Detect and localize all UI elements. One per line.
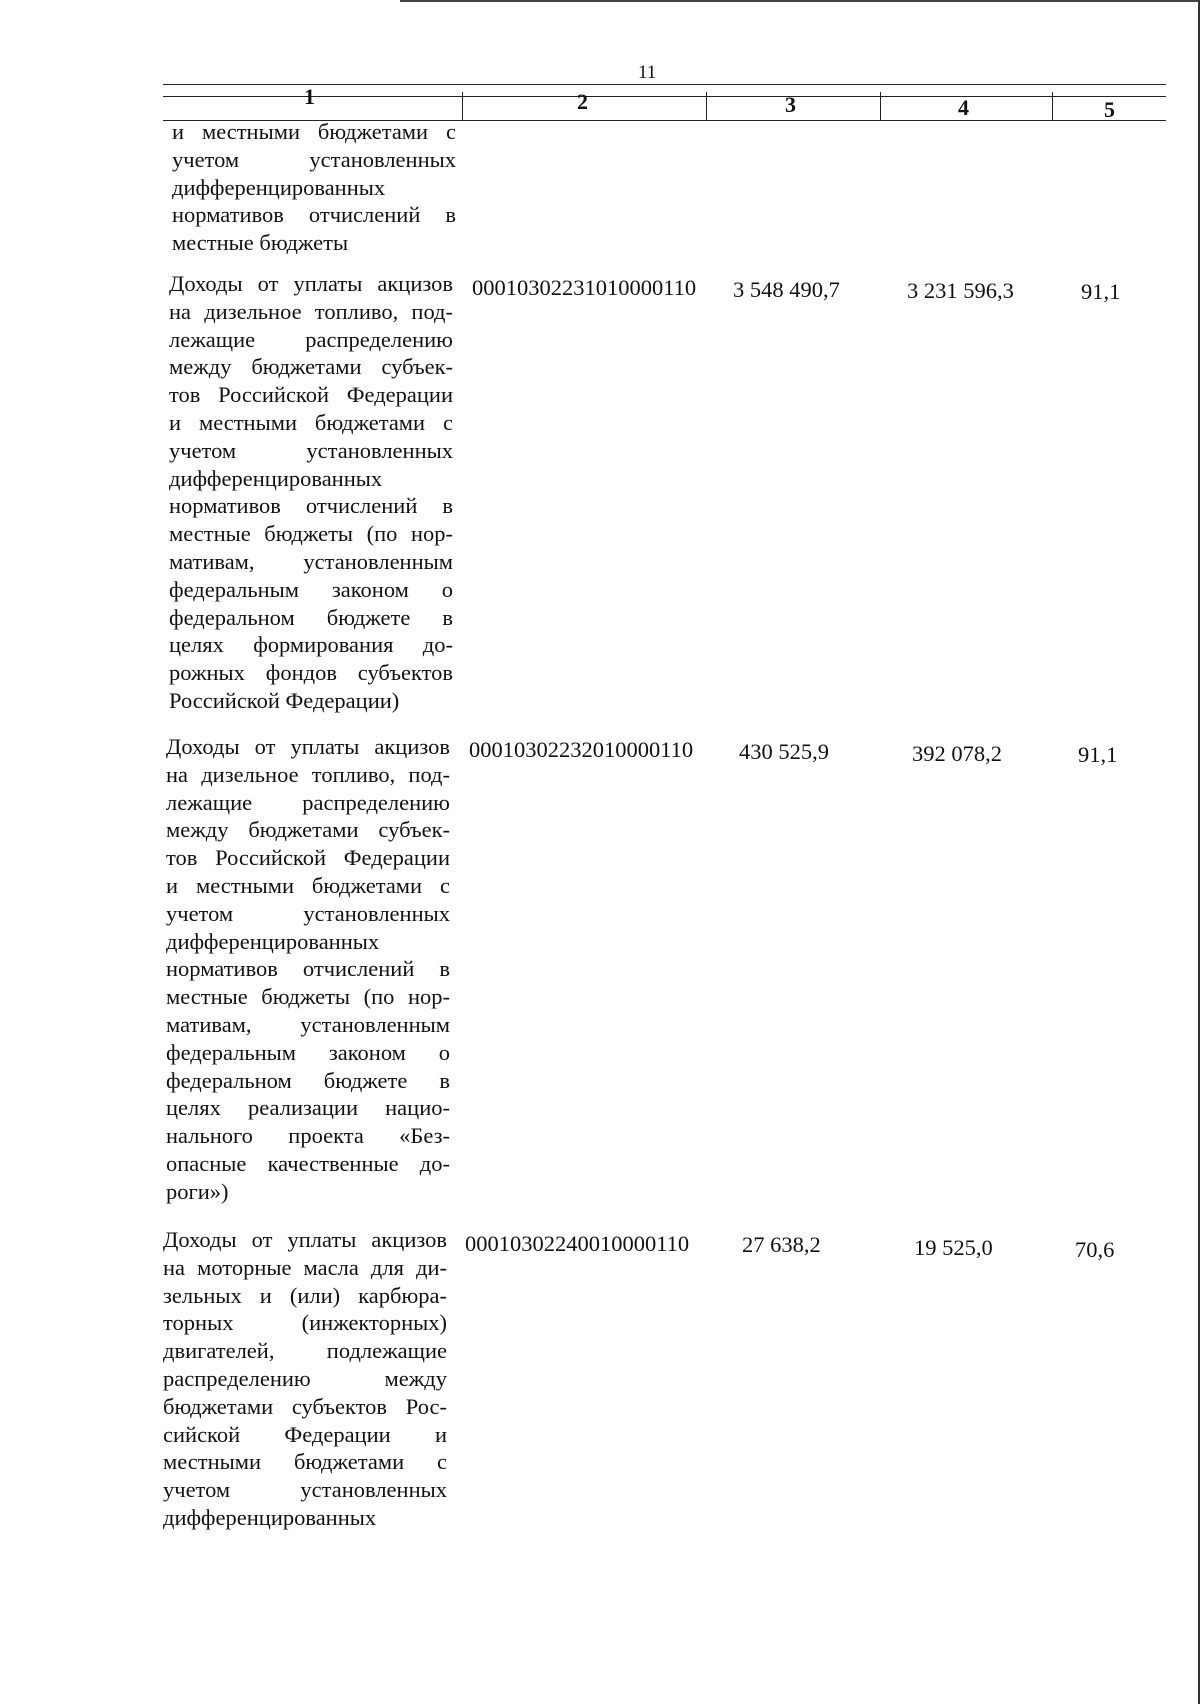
row-1-percent: 91,1 (1081, 279, 1121, 304)
description-line: учетом установленных (172, 146, 456, 172)
column-header-1: 1 (304, 84, 315, 109)
description-line: тов Российской Федерации (169, 382, 453, 408)
scan-edge-top (400, 0, 1200, 2)
description-line: на моторные масла для ди- (163, 1254, 447, 1280)
column-separator (880, 92, 881, 120)
description-line: нального проекта «Без- (166, 1123, 450, 1149)
description-line: торных (инжекторных) (163, 1310, 447, 1336)
description-line: местные бюджеты (по нор- (166, 984, 450, 1010)
description-line: мативам, установленным (169, 548, 453, 574)
description-line: рожных фондов субъектов (169, 660, 453, 686)
description-line: зельных и (или) карбюра- (163, 1282, 447, 1308)
description-line: дифференцированных (169, 465, 383, 491)
description-line: местные бюджеты (172, 230, 349, 256)
description-line: целях формирования до- (169, 632, 453, 658)
column-separator (1052, 92, 1053, 120)
row-1-description (169, 270, 453, 715)
row-3-code: 00010302240010000110 (465, 1231, 690, 1256)
description-line: между бюджетами субъек- (166, 817, 450, 843)
page-number: 11 (638, 62, 657, 83)
column-header-3: 3 (785, 92, 796, 117)
description-line: лежащие распределению (166, 789, 450, 815)
description-line: двигателей, подлежащие (163, 1338, 447, 1364)
description-line: дифференцированных (172, 174, 386, 200)
description-line: Доходы от уплаты акцизов (163, 1227, 447, 1252)
column-header-5: 5 (1104, 97, 1115, 122)
description-line: на дизельное топливо, под- (166, 761, 450, 787)
column-header-4: 4 (958, 95, 969, 120)
column-header-2: 2 (577, 89, 588, 114)
description-line: нормативов отчислений в (166, 956, 450, 982)
description-line: сийской Федерации и (163, 1421, 447, 1447)
row-2-percent: 91,1 (1078, 742, 1118, 767)
row-1-plan: 3 548 490,7 (733, 277, 840, 302)
description-line: распределению между (163, 1365, 447, 1391)
description-line: учетом установленных (163, 1477, 447, 1503)
row-3-percent: 70,6 (1075, 1237, 1115, 1262)
description-line: дифференцированных (163, 1504, 377, 1530)
description-line: тов Российской Федерации (166, 845, 450, 871)
column-separator (462, 92, 463, 120)
row-1-code: 00010302231010000110 (472, 275, 697, 300)
description-line: дифференцированных (166, 928, 380, 954)
description-line: и местными бюджетами с (166, 872, 450, 898)
description-line: федеральным законом о (166, 1039, 450, 1065)
description-line: федеральном бюджете в (169, 604, 453, 630)
row-1-actual: 3 231 596,3 (907, 278, 1014, 303)
description-line: бюджетами субъектов Рос- (163, 1393, 447, 1419)
description-line: и местными бюджетами с (169, 409, 453, 435)
row-2-code: 00010302232010000110 (469, 737, 694, 762)
description-line: местные бюджеты (по нор- (169, 521, 453, 547)
description-line: опасные качественные до- (166, 1150, 450, 1176)
description-line: нормативов отчислений в (172, 202, 456, 228)
description-line: на дизельное топливо, под- (169, 298, 453, 324)
description-line: лежащие распределению (169, 326, 453, 352)
description-line: нормативов отчислений в (169, 493, 453, 519)
continuation-description (172, 118, 456, 257)
description-line: федеральным законом о (169, 576, 453, 602)
description-line: роги») (166, 1178, 229, 1204)
description-line: федеральном бюджете в (166, 1067, 450, 1093)
description-line: местными бюджетами с (163, 1449, 447, 1475)
description-line: и местными бюджетами с (172, 119, 456, 144)
row-3-plan: 27 638,2 (742, 1232, 821, 1257)
row-2-description (166, 733, 450, 1206)
description-line: Доходы от уплаты акцизов (166, 734, 450, 759)
description-line: Доходы от уплаты акцизов (169, 271, 453, 296)
description-line: учетом установленных (169, 437, 453, 463)
description-line: между бюджетами субъек- (169, 354, 453, 380)
description-line: Российской Федерации) (169, 687, 400, 713)
column-separator (706, 92, 707, 120)
row-3-description (163, 1226, 447, 1532)
description-line: учетом установленных (166, 900, 450, 926)
row-2-actual: 392 078,2 (912, 741, 1002, 766)
description-line: мативам, установленным (166, 1011, 450, 1037)
row-3-actual: 19 525,0 (914, 1235, 993, 1260)
description-line: целях реализации нацио- (166, 1095, 450, 1121)
row-2-plan: 430 525,9 (739, 739, 829, 764)
